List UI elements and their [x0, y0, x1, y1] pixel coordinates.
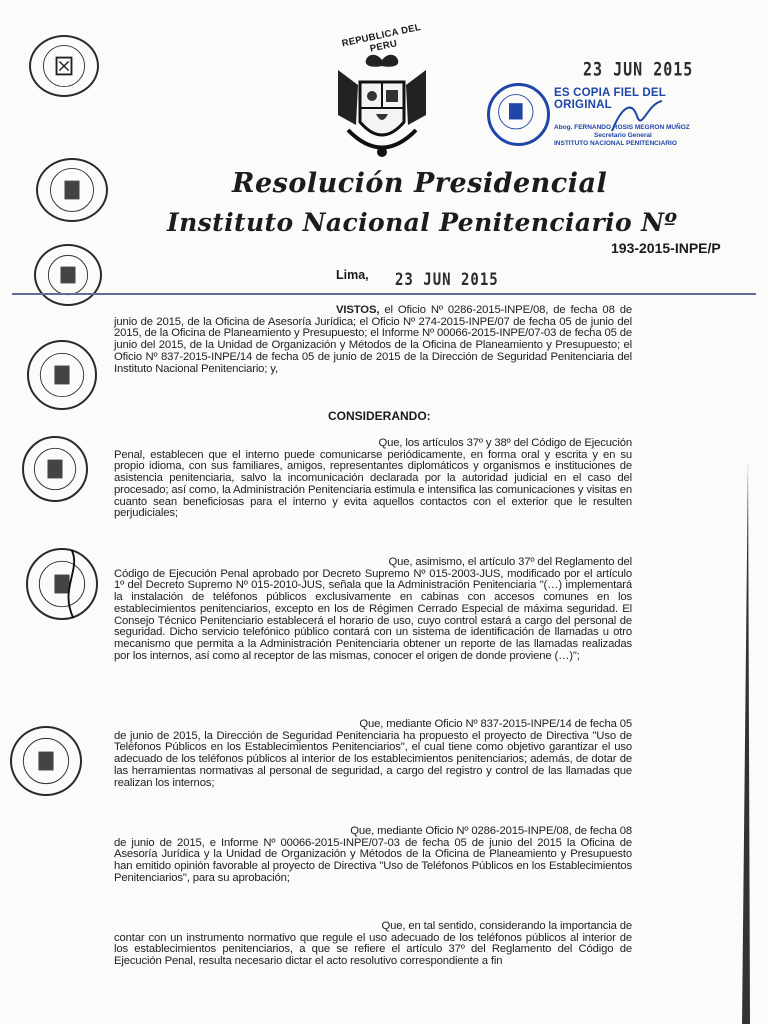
considerando-paragraph-2: Que, asimismo, el artículo 37º del Reglamento del Código de Ejecución Penal aprobado por Decreto Supremo Nº 015-2003-JUS, modificado por el artículo 1º del Decreto Supremo Nº 015-2010-JUS, señala que la Administración Penitenciaria "(…) implementará la instalación de teléfonos públicos exclusivamente en cabinas con accesos comunes en los establecimientos penitenciarios, excepto en los de Régimen Cerrado Especial de máxima seguridad. El Consejo Técnico Penitenciario establecerá el horario de uso, cuyo control estará a cargo del personal de seguridad. Dicho servicio telefónico público contará con un sistema de identificación de llamadas u otro mecanismo que permita a la Administración Penitenciaria obtener un reporte de las llamadas realizadas por los internos, así como al receptor de las mismas, conocer el origen de donde proviene (…)"; [114, 556, 632, 662]
received-date-stamp: 23 JUN 2015 [583, 57, 694, 81]
margin-seal-6 [26, 548, 98, 620]
certified-copy-stamp [487, 80, 702, 160]
seal-emblem-icon [24, 438, 86, 500]
page-edge-shadow [728, 460, 750, 1024]
stamp-signatory: Abog. FERNANDO ROSIS MEGRON MUÑOZ Secretario General INSTITUTO NACIONAL PENITENCIARIO [554, 124, 690, 147]
seal-emblem-icon [12, 728, 80, 794]
margin-seal-4 [27, 340, 97, 410]
seal-emblem-icon [28, 550, 96, 618]
seal-emblem-icon [31, 37, 97, 95]
resolution-number: 193-2015-INPE/P [611, 240, 721, 256]
institution-seal-icon [487, 83, 550, 146]
margin-seal-5 [22, 436, 88, 502]
coat-caption: REPUBLICA DEL PERU [340, 21, 422, 55]
vistos-text: el Oficio Nº 0286-2015-INPE/08, de fecha 08 de junio de 2015, de la Oficina de Asesoría Jurídica; el Oficio Nº 274-2015-INPE/07 de fecha 05 de junio del 2015, de la Oficina de Planeamiento y Presupuesto; el Informe Nº 00066-2015-INPE/07-03 de fecha 05 de junio del 2015, de la Unidad de Organización y Métodos de la Oficina de Planeamiento y Presupuesto; el Oficio Nº 837-2015-INPE/14 de fecha 05 de junio de 2015 de la Dirección de Seguridad Penitenciaria del Instituto Nacional Penitenciario; y, [114, 304, 632, 375]
seal-emblem-icon [36, 246, 100, 304]
city: Lima, [336, 268, 369, 282]
date-stamp: 23 JUN 2015 [395, 270, 499, 290]
considerando-paragraph-3: Que, mediante Oficio Nº 837-2015-INPE/14 de fecha 05 de junio de 2015, la Dirección de Seguridad Penitenciaria ha propuesto el proyecto de Directiva "Uso de Teléfonos Públicos en los Establecimientos Penitenciarios", el cual tiene como objetivo garantizar el uso adecuado de los teléfonos públicos al interior de los establecimientos penitenciarios; además, de dotar de las herramientas normativas al personal de seguridad, a cargo del registro y control de las llamadas que realizan los internos; [114, 718, 632, 789]
considerando-paragraph-4: Que, mediante Oficio Nº 0286-2015-INPE/08, de fecha 08 de junio de 2015, e Informe Nº 00066-2015-INPE/07-03 de fecha 05 de junio del 2015 la Oficina de Asesoría Jurídica y la Unidad de Organización y Métodos de la Oficina de Planeamiento y Presupuesto han emitido opinión favorable al proyecto de Directiva "Uso de Teléfonos Públicos en los Establecimientos Penitenciarios", para su aprobación; [114, 825, 632, 884]
margin-seal-7 [10, 726, 82, 796]
certified-copy-text: ES COPIA FIEL DEL ORIGINAL [554, 87, 666, 111]
vistos-label: VISTOS, [336, 304, 380, 316]
considerando-paragraph-5: Que, en tal sentido, considerando la importancia de contar con un instrumento normativo que regule el uso adecuado de los teléfonos públicos al interior de los establecimientos penitenciarios, a que se refiere el artículo 37º del Reglamento del Código de Ejecución Penal, resulta necesario dictar el acto resolutivo correspondiente a fin [114, 920, 632, 968]
considerando-heading: CONSIDERANDO: [328, 409, 431, 423]
margin-seal-3 [34, 244, 102, 306]
document-title: Resolución Presidencial [232, 168, 608, 199]
header-rule [12, 293, 756, 295]
vistos-paragraph [114, 305, 632, 375]
margin-seal-1 [29, 35, 99, 97]
margin-seal-2 [36, 158, 108, 222]
seal-emblem-icon [29, 342, 95, 408]
seal-emblem-icon [38, 160, 106, 220]
document-subtitle: Instituto Nacional Penitenciario Nº [167, 208, 678, 237]
considerando-paragraph-1: Que, los artículos 37º y 38º del Código de Ejecución Penal, establecen que el interno puede comunicarse periódicamente, en forma oral y escrita y en su propio idioma, con sus familiares, amigos, representantes diplomáticos y organismos e instituciones de asistencia penitenciaria, salvo la incomunicación declarada por la autoridad judicial en el caso del procesado; así como, la Administración Penitenciaria estimula e intensifica las comunicaciones y visitas en cuanto sean beneficiosas para el interno y evita aquellos contactos con el exterior que le resulten perjudiciales; [114, 437, 632, 520]
